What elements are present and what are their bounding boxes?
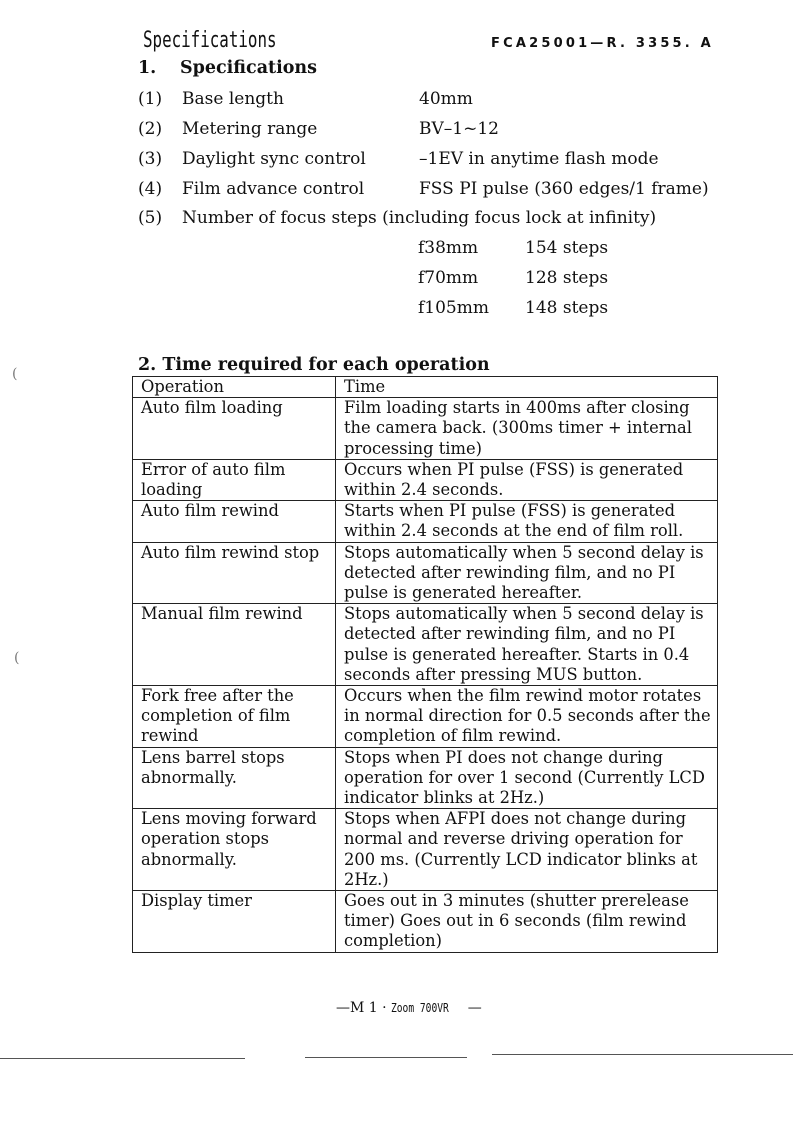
focal-length: f105mm: [418, 298, 489, 318]
operation-cell: Auto film rewind stop: [133, 542, 336, 604]
spec-number: (2): [138, 119, 163, 139]
spec-label: Film advance control: [182, 179, 365, 199]
table-row: [133, 809, 718, 891]
footer-model: Zoom 700VR: [391, 1001, 449, 1015]
table-row: [133, 747, 718, 809]
focal-length: f38mm: [418, 238, 479, 258]
focus-step-row: [418, 238, 609, 258]
spec-label: Metering range: [182, 119, 318, 139]
spec-value: –1EV in anytime flash mode: [419, 149, 659, 169]
focal-length: f70mm: [418, 268, 479, 288]
spec-value: FSS PI pulse (360 edges/1 frame): [419, 179, 709, 199]
column-header-time: Time: [336, 377, 718, 398]
page-header-title: Specifications: [143, 28, 277, 53]
time-cell: Stops automatically when 5 second delay is detected after rewinding film, and no PI pulse is generated hereafter.: [336, 542, 718, 604]
spec-label: Number of focus steps (including focus lock at infinity): [182, 208, 657, 228]
spec-value: 40mm: [419, 89, 473, 109]
spec-number: (3): [138, 149, 163, 169]
time-cell: Goes out in 3 minutes (shutter prerelease timer) Goes out in 6 seconds (film rewind completion): [336, 891, 718, 953]
time-cell: Stops automatically when 5 second delay is detected after rewinding film, and no PI pulse is generated hereafter. Starts in 0.4 seconds after pressing MUS button.: [336, 604, 718, 686]
table-row: [133, 501, 718, 542]
spec-label: Base length: [182, 89, 284, 109]
scan-rule-left: [0, 1058, 245, 1059]
time-cell: Film loading starts in 400ms after closing the camera back. (300ms timer + internal processing time): [336, 398, 718, 460]
table-row: [133, 542, 718, 604]
table-row: [133, 398, 718, 460]
section-2-heading: 2. Time required for each operation: [138, 355, 490, 375]
operation-cell: Lens barrel stops abnormally.: [133, 747, 336, 809]
step-count: 128 steps: [525, 268, 609, 288]
page-footer: [336, 1000, 482, 1016]
spec-number: (5): [138, 208, 163, 228]
section-1-number: 1.: [138, 58, 157, 78]
operation-cell: Display timer: [133, 891, 336, 953]
operation-cell: Lens moving forward operation stops abnormally.: [133, 809, 336, 891]
spec-number: (4): [138, 179, 163, 199]
margin-mark: (: [14, 650, 20, 666]
operation-cell: Error of auto film loading: [133, 459, 336, 500]
table-header-row: [133, 377, 718, 398]
operation-cell: Auto film loading: [133, 398, 336, 460]
spec-value: BV–1~12: [419, 119, 499, 139]
document-code: FCA25001—R. 3355. A: [491, 36, 714, 51]
table-row: [133, 891, 718, 953]
footer-prefix: —M 1 ·: [336, 1000, 387, 1016]
footer-suffix: —: [467, 1000, 482, 1016]
section-1-title: Specifications: [180, 58, 318, 78]
step-count: 154 steps: [525, 238, 609, 258]
section-1-heading: [138, 58, 317, 78]
operation-time-table: [132, 376, 718, 953]
time-cell: Stops when PI does not change during operation for over 1 second (Currently LCD indicator blinks at 2Hz.): [336, 747, 718, 809]
focus-step-row: [418, 298, 609, 318]
time-cell: Starts when PI pulse (FSS) is generated within 2.4 seconds at the end of film roll.: [336, 501, 718, 542]
table-row: [133, 686, 718, 748]
margin-mark: (: [12, 366, 18, 382]
focus-step-row: [418, 268, 609, 288]
time-cell: Occurs when the film rewind motor rotates in normal direction for 0.5 seconds after the completion of film rewind.: [336, 686, 718, 748]
spec-number: (1): [138, 89, 163, 109]
column-header-operation: Operation: [133, 377, 336, 398]
table-row: [133, 459, 718, 500]
operation-cell: Fork free after the completion of film rewind: [133, 686, 336, 748]
spec-label: Daylight sync control: [182, 149, 366, 169]
time-cell: Stops when AFPI does not change during normal and reverse driving operation for 200 ms. (Currently LCD indicator blinks at 2Hz.): [336, 809, 718, 891]
scan-rule-right: [492, 1054, 793, 1055]
scan-rule-center: [305, 1057, 467, 1058]
operation-cell: Manual film rewind: [133, 604, 336, 686]
step-count: 148 steps: [525, 298, 609, 318]
table-row: [133, 604, 718, 686]
operation-cell: Auto film rewind: [133, 501, 336, 542]
time-cell: Occurs when PI pulse (FSS) is generated within 2.4 seconds.: [336, 459, 718, 500]
